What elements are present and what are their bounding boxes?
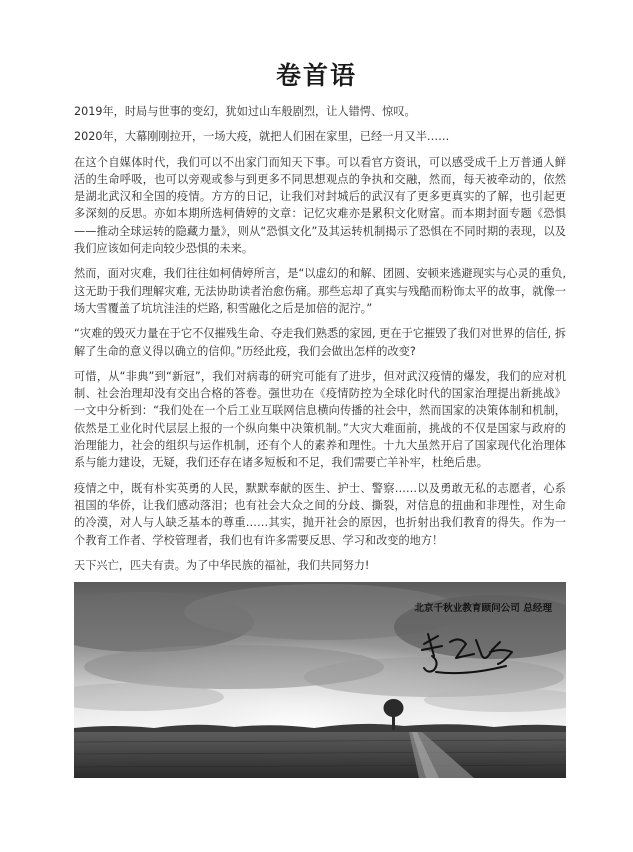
paragraph: 然而，面对灾难，我们往往如柯倩婷所言，是“以虚幻的和解、团圆、安顿来逃避现实与心灵的重负, 这无助于我们理解灾难, 无法协助读者治愈伤痛。那些忘却了真实与残酷而粉饰太平的故事，就像一场大雪覆盖了坑坑洼洼的烂路, 积雪融化之后是加倍的泥泞。”: [74, 267, 566, 315]
handwritten-signature: [416, 622, 526, 682]
paragraph: 天下兴亡，匹夫有责。为了中华民族的福祉，我们共同努力!: [74, 558, 370, 572]
landscape-photo: [74, 582, 566, 778]
paragraph: 疫情之中，既有朴实英勇的人民，默默奉献的医生、护士、警察……以及勇敢无私的志愿者，心系祖国的华侨，让我们感动落泪；也有社会大众之间的分歧、撕裂，对信息的扭曲和非理性，对生命的冷漠，对人与人缺乏基本的尊重……其实，抛开社会的原因，也折射出我们教育的得失。作为一个教育工作者、学校管理者，我们也有许多需要反思、学习和改变的地方！: [74, 481, 566, 547]
signature-caption: 北京千秋业教育顾问公司 总经理: [414, 603, 552, 614]
page-title: 卷首语: [275, 61, 357, 90]
paragraph: 在这个自媒体时代，我们可以不出家门而知天下事。可以看官方资讯，可以感受成千上万普通人鲜活的生命呼吸，也可以旁观或参与到更多不同思想观点的争执和交融，然而，每天被牵动的，依然是湖北武汉和全国的疫情。方方的日记，让我们对封城后的武汉有了更多更真实的了解，也引起更多深刻的反思。亦如本期所选柯倩婷的文章：记忆灾难亦是累积文化财富。而本期封面专题《恐惧——推动全球运转的隐藏力量》，则从“恐惧文化”及其运转机制揭示了恐惧在不同时期的表现，以及我们应该如何走向较少恐惧的未来。: [74, 155, 566, 256]
paragraph: 可惜，从“非典”到“新冠”，我们对病毒的研究可能有了进步，但对武汉疫情的爆发，我们的应对机制、社会治理却没有交出合格的答卷。强世功在《疫情防控为全球化时代的国家治理提出新挑战》一文中分析到：“我们处在一个后工业互联网信息横向传播的社会中，然而国家的决策体制和机制，依然是工业化时代层层上报的一个纵向集中决策机制。”大灾大难面前，挑战的不仅是国家与政府的治理能力，社会的组织与运作机制，还有个人的素养和理性。十九大虽然开启了国家现代化治理体系与能力建设，无疑，我们还存在诸多短板和不足，我们需要亡羊补牢，杜绝后患。: [74, 369, 566, 470]
paragraph: “灾难的毁灭力量在于它不仅摧残生命、夺走我们熟悉的家园, 更在于它摧毁了我们对世界的信任, 拆解了生命的意义得以确立的信仰。”历经此疫，我们会做出怎样的改变?: [74, 327, 566, 358]
article-body: [74, 103, 566, 582]
paragraph: 2019年，时局与世事的变幻，犹如过山车般剧烈，让人错愕、惊叹。: [74, 105, 416, 118]
paragraph: 2020年，大幕刚刚拉开，一场大疫，就把人们困在家里，已经一月又半……: [74, 130, 450, 144]
